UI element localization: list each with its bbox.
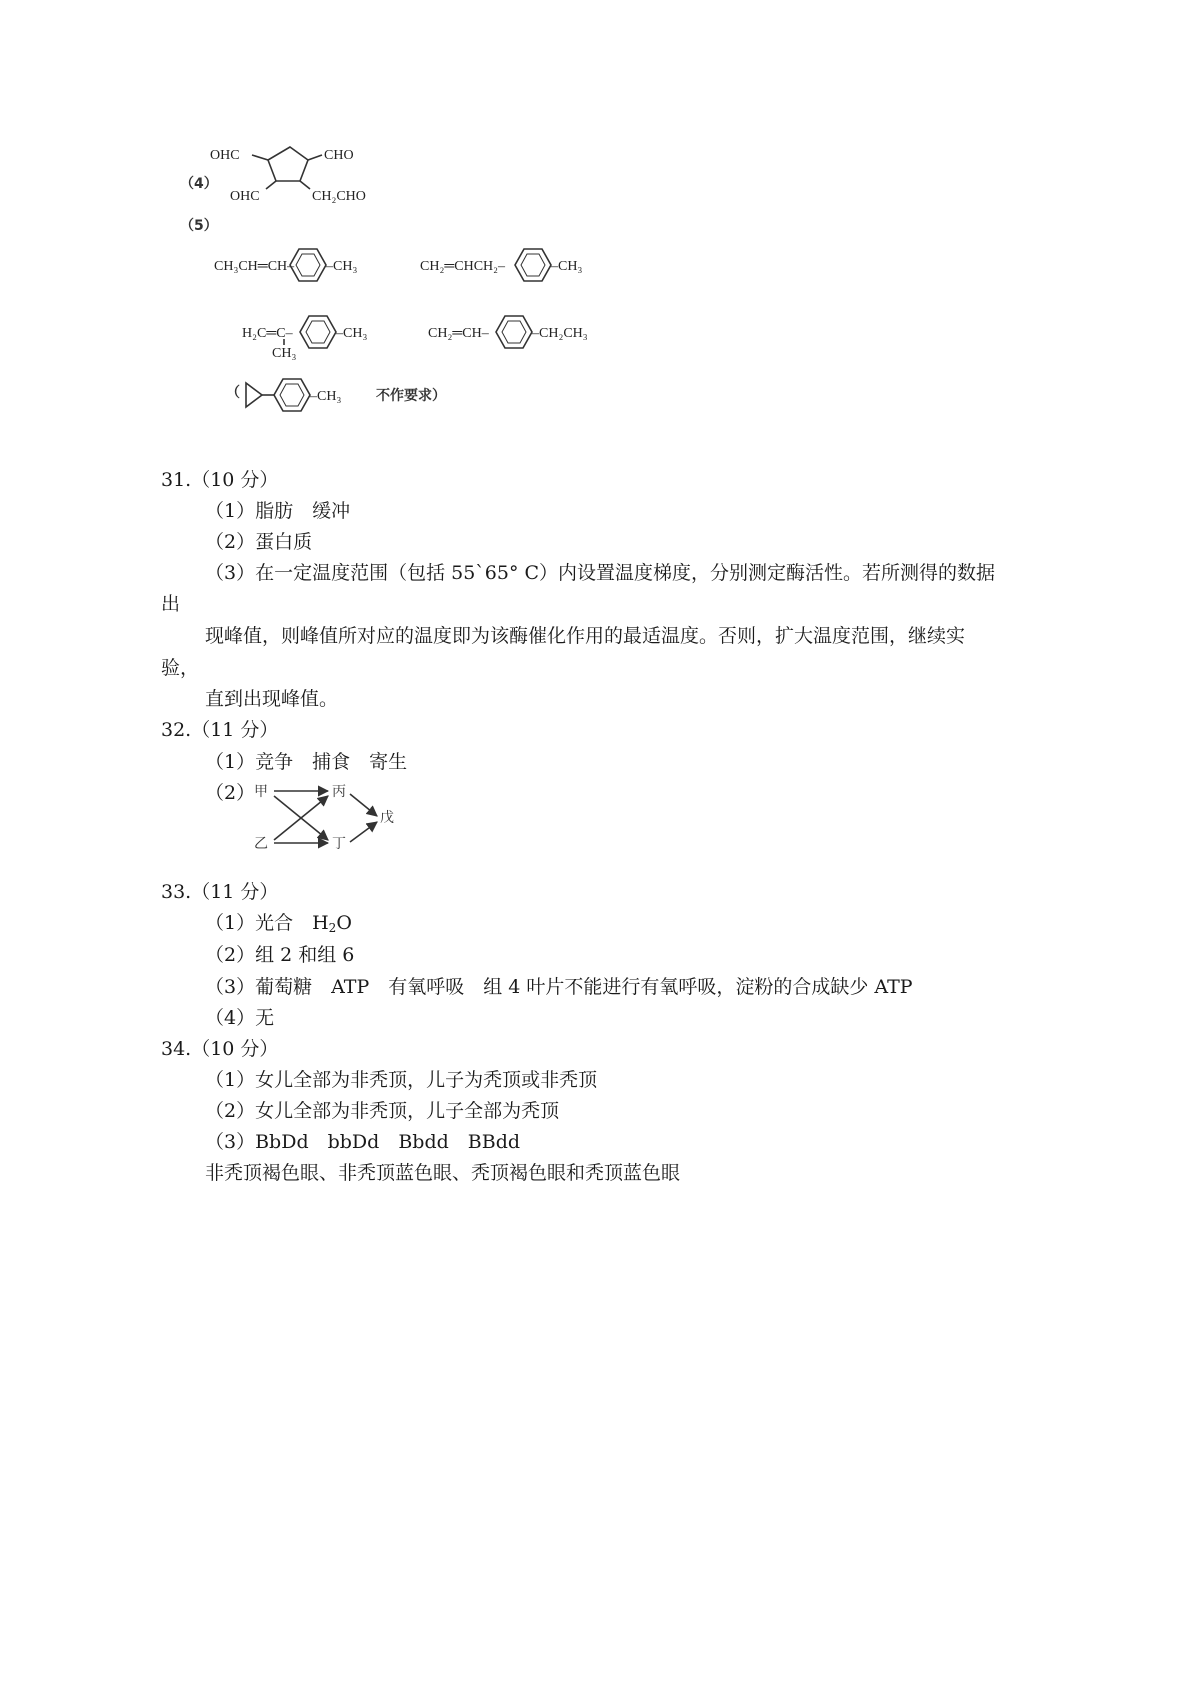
cyclopentane-ring [268, 147, 308, 181]
q31-answer-3-line1: （3）在一定温度范围（包括 55`65° C）内设置温度梯度，分别测定酶活性。若所测得的数据 [205, 562, 996, 584]
group-ch2cho: CH₂CHO [312, 189, 366, 204]
isomer2-right: –CH₃ [551, 259, 583, 274]
q33-answer-3: （3）葡萄糖 ATP 有氧呼吸 组 4 叶片不能进行有氧呼吸，淀粉的合成缺少 ATP [205, 976, 913, 998]
arrow-ding-wu [350, 822, 377, 842]
node-bing: 丙 [332, 784, 346, 800]
q31-answer-3-line3: 现峰值，则峰值所对应的温度即为该酶催化作用的最适温度。否则，扩大温度范围，继续实 [205, 625, 966, 647]
isomer1-right: –CH₃ [326, 259, 358, 274]
q33-header: 33.（11 分） [161, 881, 279, 903]
group-ohc-top: OHC [210, 148, 240, 163]
q31-answer-2: （2）蛋白质 [205, 531, 313, 553]
node-wu: 戊 [380, 810, 394, 826]
q31-answer-1: （1）脂肪 缓冲 [205, 500, 351, 522]
note-right: –CH₃ [310, 389, 342, 404]
benzene-ring-3 [300, 316, 336, 348]
q31-answer-3-line5: 直到出现峰值。 [205, 688, 339, 710]
arrow-bing-wu [350, 794, 377, 816]
q31-answer-3-line4: 验， [161, 657, 200, 679]
isomer3-branch: CH₃ [272, 346, 297, 361]
isomer1-left: CH₃CH═CH– [214, 259, 295, 274]
q34-header: 34.（10 分） [161, 1038, 279, 1060]
node-jia: 甲 [254, 784, 268, 800]
isomer3-left: H₂C═C– [242, 326, 293, 341]
q32-answer-1: （1）竞争 捕食 寄生 [205, 751, 408, 773]
q33-answer-1-sub: 2 [328, 921, 337, 935]
q31-header: 31.（10 分） [161, 469, 279, 491]
q33-answer-1-text: （1）光合 H [205, 912, 329, 934]
isomer3-right: –CH₃ [336, 326, 368, 341]
isomer2-left: CH₂═CHCH₂– [420, 259, 506, 274]
chem-structures [180, 145, 700, 445]
group-ohc-bottom: OHC [230, 189, 260, 204]
benzene-ring-2 [515, 249, 551, 281]
q33-answer-1 [205, 909, 352, 942]
isomer4-left: CH₂═CH– [428, 326, 489, 341]
cyclopropane-ring [246, 383, 262, 407]
q32-header: 32.（11 分） [161, 719, 279, 741]
q34-answer-2: （2）女儿全部为非秃顶，儿子全部为秃顶 [205, 1100, 560, 1122]
node-yi: 乙 [254, 836, 268, 852]
item5-label: （5） [180, 218, 218, 234]
isomer4-right: –CH₂CH₃ [532, 326, 588, 341]
benzene-ring-5 [274, 379, 310, 411]
q34-answer-1: （1）女儿全部为非秃顶，儿子为秃顶或非秃顶 [205, 1069, 598, 1091]
q31-answer-3-line2: 出 [161, 593, 181, 615]
item4-label: （4） [180, 176, 218, 192]
q34-answer-4: 非秃顶褐色眼、非秃顶蓝色眼、秃顶褐色眼和秃顶蓝色眼 [205, 1162, 681, 1184]
q33-answer-4: （4）无 [205, 1007, 275, 1029]
node-ding: 丁 [332, 836, 346, 852]
benzene-ring-4 [496, 316, 532, 348]
q33-answer-2: （2）组 2 和组 6 [205, 944, 355, 966]
q32-answer-2-label: （2） [205, 782, 256, 804]
group-cho-top: CHO [324, 148, 354, 163]
q34-answer-3: （3）BbDd bbDd Bbdd BBdd [205, 1131, 521, 1153]
benzene-ring-1 [290, 249, 326, 281]
q33-answer-1-tail: O [336, 912, 352, 934]
food-web-diagram [250, 780, 410, 860]
note-text: 不作要求） [376, 388, 446, 404]
note-open: （ [226, 385, 240, 401]
